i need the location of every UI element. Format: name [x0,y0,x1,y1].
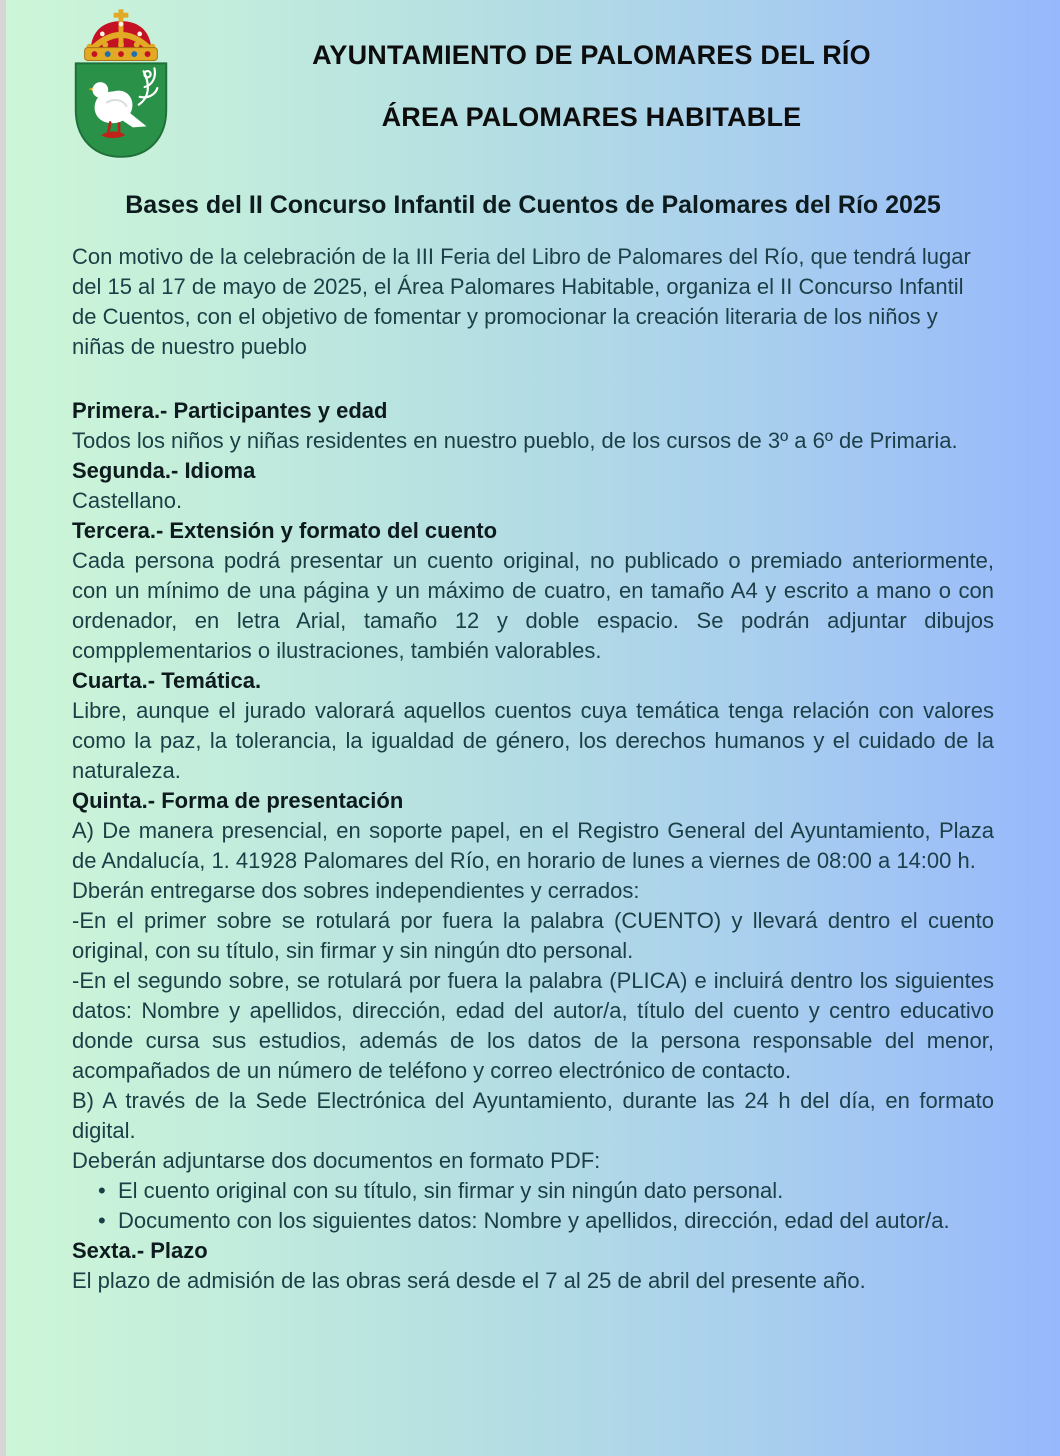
section-body-sexta: El plazo de admisión de las obras será desde el 7 al 25 de abril del presente año. [72,1268,866,1293]
intro-paragraph: Con motivo de la celebración de la III Feria del Libro de Palomares del Río, que tendrá lugar del 15 al 17 de mayo de 2025, el Área Palomares Habitable, organiza el II Concurso Infantil de Cuentos, con el objetivo de fomentar y promocionar la creación literaria de los niños y niñas de nuestro pueblo [72,244,971,359]
quinta-paragraph-segundo-sobre: -En el segundo sobre, se rotulará por fuera la palabra (PLICA) e incluirá dentro los siguientes datos: Nombre y apellidos, dirección, edad del autor/a, título del cuento y centro educativo donde cursa sus estudios, además de los datos de la persona responsable del menor, acompañados de un número de teléfono y correo electrónico de contacto. [72,968,994,1083]
section-heading-primera: Primera.- Participantes y edad [72,398,388,423]
department-name: ÁREA PALOMARES HABITABLE [381,102,802,132]
section-heading-tercera: Tercera.- Extensión y formato del cuento [72,518,498,543]
quinta-paragraph-sobres: Dberán entregarse dos sobres independientes y cerrados: [72,878,640,903]
pdf-documents-list [72,1176,994,1236]
section-body-segunda: Castellano. [72,488,183,513]
quinta-paragraph-primer-sobre: -En el primer sobre se rotulará por fuera la palabra (CUENTO) y llevará dentro el cuento original, con su título, sin firmar y sin ningún dto personal. [72,908,994,963]
section-body-primera: Todos los niños y niñas residentes en nuestro pueblo, de los cursos de 3º a 6º de Primaria. [72,428,958,453]
quinta-paragraph-sede-electronica: B) A través de la Sede Electrónica del Ayuntamiento, durante las 24 h del día, en formato digital. [72,1088,994,1143]
list-item: • El cuento original con su título, sin firmar y sin ningún dato personal. [118,1176,994,1206]
section-heading-quinta: Quinta.- Forma de presentación [72,788,404,813]
document-title: Bases del II Concurso Infantil de Cuentos de Palomares del Río 2025 [125,191,941,219]
section-heading-cuarta: Cuarta.- Temática. [72,668,262,693]
quinta-paragraph-documentos-pdf: Deberán adjuntarse dos documentos en formato PDF: [72,1148,601,1173]
section-heading-segunda: Segunda.- Idioma [72,458,256,483]
section-heading-sexta: Sexta.- Plazo [72,1238,208,1263]
section-body-tercera: Cada persona podrá presentar un cuento original, no publicado o premiado anteriormente, con un mínimo de una página y un máximo de cuatro, en tamaño A4 y escrito a mano o con ordenador, en letra Arial, tamaño 12 y doble espacio. Se podrán adjuntar dibujos compplementarios o ilustraciones, también valorables. [72,548,994,663]
quinta-paragraph-presencial: A) De manera presencial, en soporte papel, en el Registro General del Ayuntamiento, Plaza de Andalucía, 1. 41928 Palomares del Río, en horario de lunes a viernes de 08:00 a 14:00 h. [72,818,994,873]
list-item: • Documento con los siguientes datos: Nombre y apellidos, dirección, edad del autor/a. [118,1206,994,1236]
organization-name: AYUNTAMIENTO DE PALOMARES DEL RÍO [312,40,871,70]
section-body-cuarta: Libre, aunque el jurado valorará aquellos cuentos cuya temática tenga relación con valores como la paz, la tolerancia, la igualdad de género, los derechos humanos y el cuidado de la naturaleza. [72,698,994,783]
